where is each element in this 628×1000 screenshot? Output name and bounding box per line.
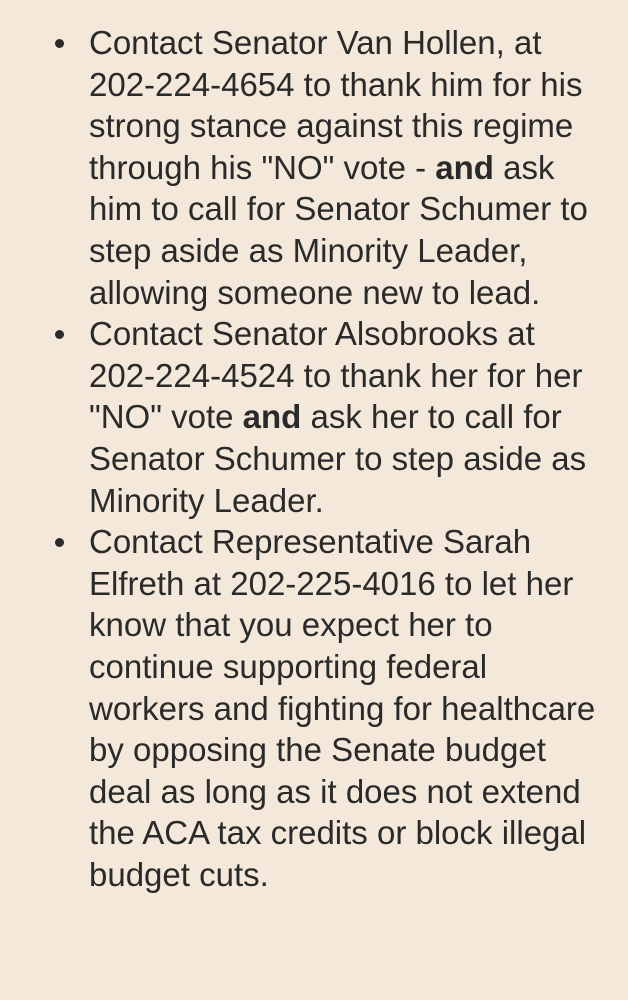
item-text: Contact Senator Van Hollen, at 202-224-4654 to thank him for his strong stance against this regime through his "NO" vote -	[89, 24, 583, 186]
bullet-icon	[55, 39, 64, 48]
list-item	[89, 313, 598, 521]
item-text: Contact Representative Sarah Elfreth at 202-225-4016 to let her know that you expect her to continue supporting federal workers and fighting for healthcare by opposing the Senate budget deal as long as it does not extend the ACA tax credits or block illegal budget cuts.	[89, 523, 596, 893]
item-text: Contact Senator Alsobrooks at 202-224-4524 to thank her for her "NO" vote	[89, 315, 583, 436]
item-emphasis: and	[435, 148, 494, 186]
item-text: ask him to call for Senator Schumer to step aside as Minority Leader, allowing someone new to lead.	[89, 148, 588, 311]
list-item	[89, 22, 598, 313]
bullet-icon	[55, 538, 64, 547]
bullet-icon	[55, 330, 64, 339]
item-emphasis: and	[242, 398, 302, 436]
list-item	[89, 521, 598, 895]
item-text: ask her to call for Senator Schumer to step aside as Minority Leader.	[89, 398, 587, 519]
